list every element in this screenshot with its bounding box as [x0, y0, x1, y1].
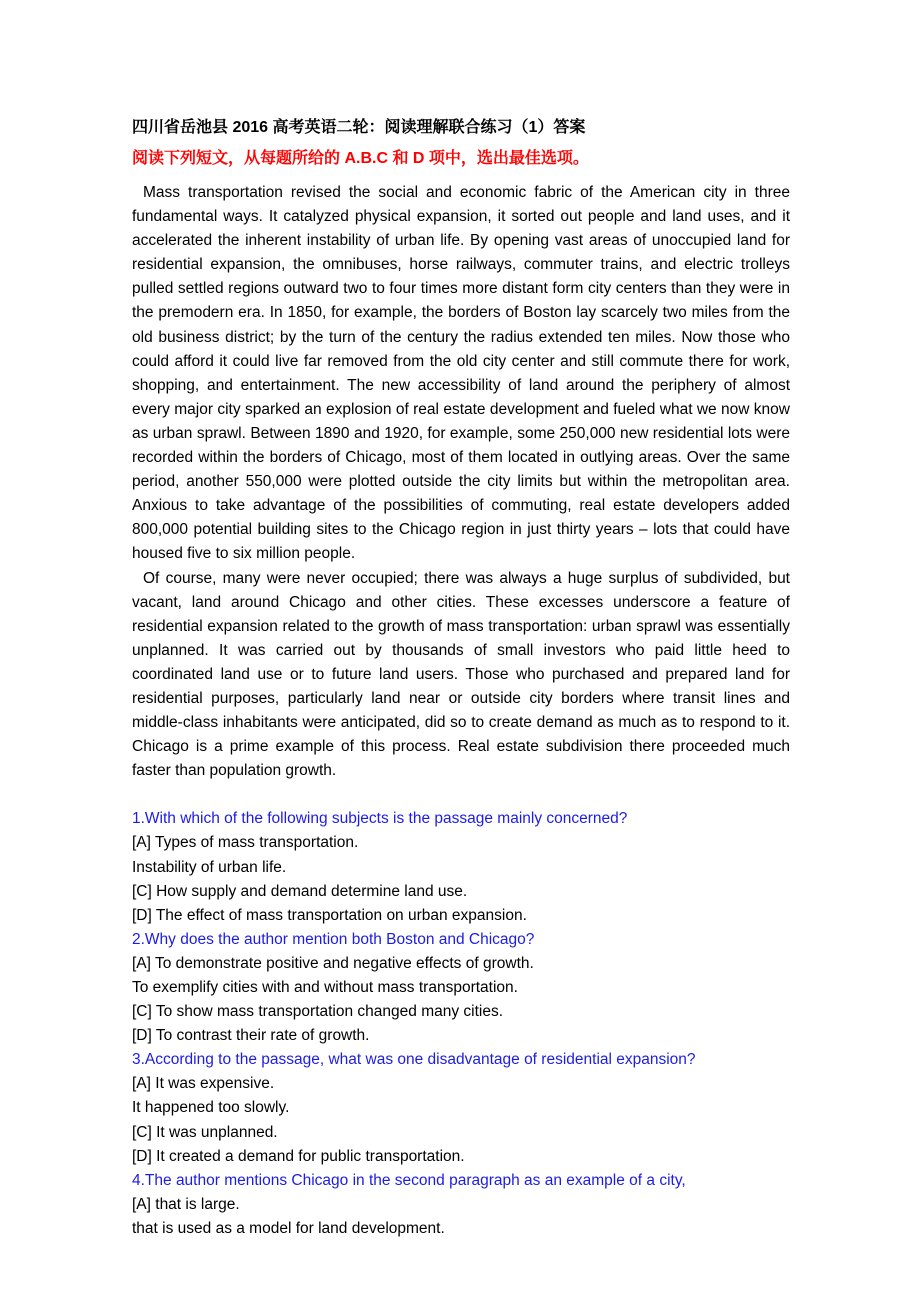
- question-1-option-c: [C] How supply and demand determine land use.: [132, 882, 468, 900]
- question-2-option-d: [D] To contrast their rate of growth.: [132, 1027, 370, 1045]
- question-2-option-b: To exemplify cities with and without mass transportation.: [132, 979, 518, 996]
- question-4-prompt: 4.The author mentions Chicago in the second paragraph as an example of a city,: [132, 1171, 686, 1189]
- question-block-1: [132, 807, 790, 927]
- passage-paragraph-2: Of course, many were never occupied; there was always a huge surplus of subdivided, but vacant, land around Chicago and other cities. These excesses underscore a feature of residential expansion related to the growth of mass transportation: urban sprawl was essentially unplanned. It was carried out by thousands of small investors who paid little heed to coordinated land use or to future land users. Those who purchased and prepared land for residential purposes, particularly land near or outside city borders where transit lines and middle-class inhabitants were anticipated, did so to create demand as much as to respond to it. Chicago is a prime example of this process. Real estate subdivision there proceeded much faster than population growth.: [132, 569, 790, 780]
- question-2-option-c: [C] To show mass transportation changed many cities.: [132, 1003, 504, 1021]
- question-4-option-b: that is used as a model for land development.: [132, 1219, 445, 1237]
- question-1-option-d: [D] The effect of mass transportation on urban expansion.: [132, 906, 527, 924]
- question-1-prompt: 1.With which of the following subjects is the passage mainly concerned?: [132, 810, 628, 828]
- question-3-prompt: 3.According to the passage, what was one disadvantage of residential expansion?: [132, 1051, 696, 1069]
- document-title: 四川省岳池县 2016 高考英语二轮：阅读理解联合练习（1）答案: [132, 119, 586, 136]
- question-1-option-b: Instability of urban life.: [132, 858, 287, 876]
- question-3-option-d: [D] It created a demand for public transportation.: [132, 1147, 465, 1165]
- question-4-option-a: [A] that is large.: [132, 1195, 240, 1213]
- instruction-line: 阅读下列短文，从每题所给的 A.B.C 和 D 项中，选出最佳选项。: [132, 150, 589, 167]
- question-2-option-a: [A] To demonstrate positive and negative effects of growth.: [132, 954, 534, 972]
- question-1-option-a: [A] Types of mass transportation.: [132, 834, 359, 852]
- question-3-option-b: It happened too slowly.: [132, 1099, 290, 1117]
- question-3-option-a: [A] It was expensive.: [132, 1075, 275, 1093]
- question-2-prompt: 2.Why does the author mention both Boston and Chicago?: [132, 930, 535, 948]
- questions-section: [132, 807, 790, 1241]
- question-3-option-c: [C] It was unplanned.: [132, 1123, 278, 1141]
- question-block-3: [132, 1048, 790, 1168]
- passage-paragraph-1: Mass transportation revised the social and economic fabric of the American city in three fundamental ways. It catalyzed physical expansion, it sorted out people and land uses, and it accelerated the inherent instability of urban life. By opening vast areas of unoccupied land for residential expansion, the omnibuses, horse railways, commuter trains, and electric trolleys pulled settled regions outward two to four times more distant form city centers than they were in the premodern era. In 1850, for example, the borders of Boston lay scarcely two miles from the old business district; by the turn of the century the radius extended ten miles. Now those who could afford it could live far removed from the old city center and still commute there for work, shopping, and entertainment. The new accessibility of land around the periphery of almost every major city sparked an explosion of real estate development and fueled what we now know as urban sprawl. Between 1890 and 1920, for example, some 250,000 new residential lots were recorded within the borders of Chicago, most of them located in outlying areas. Over the same period, another 550,000 were plotted outside the city limits but within the metropolitan area. Anxious to take advantage of the possibilities of commuting, real estate developers added 800,000 potential building sites to the Chicago region in just thirty years – lots that could have housed five to six million people.: [132, 184, 790, 563]
- question-block-2: [132, 928, 790, 1048]
- question-block-4: [132, 1169, 790, 1241]
- document-content: [132, 117, 790, 1241]
